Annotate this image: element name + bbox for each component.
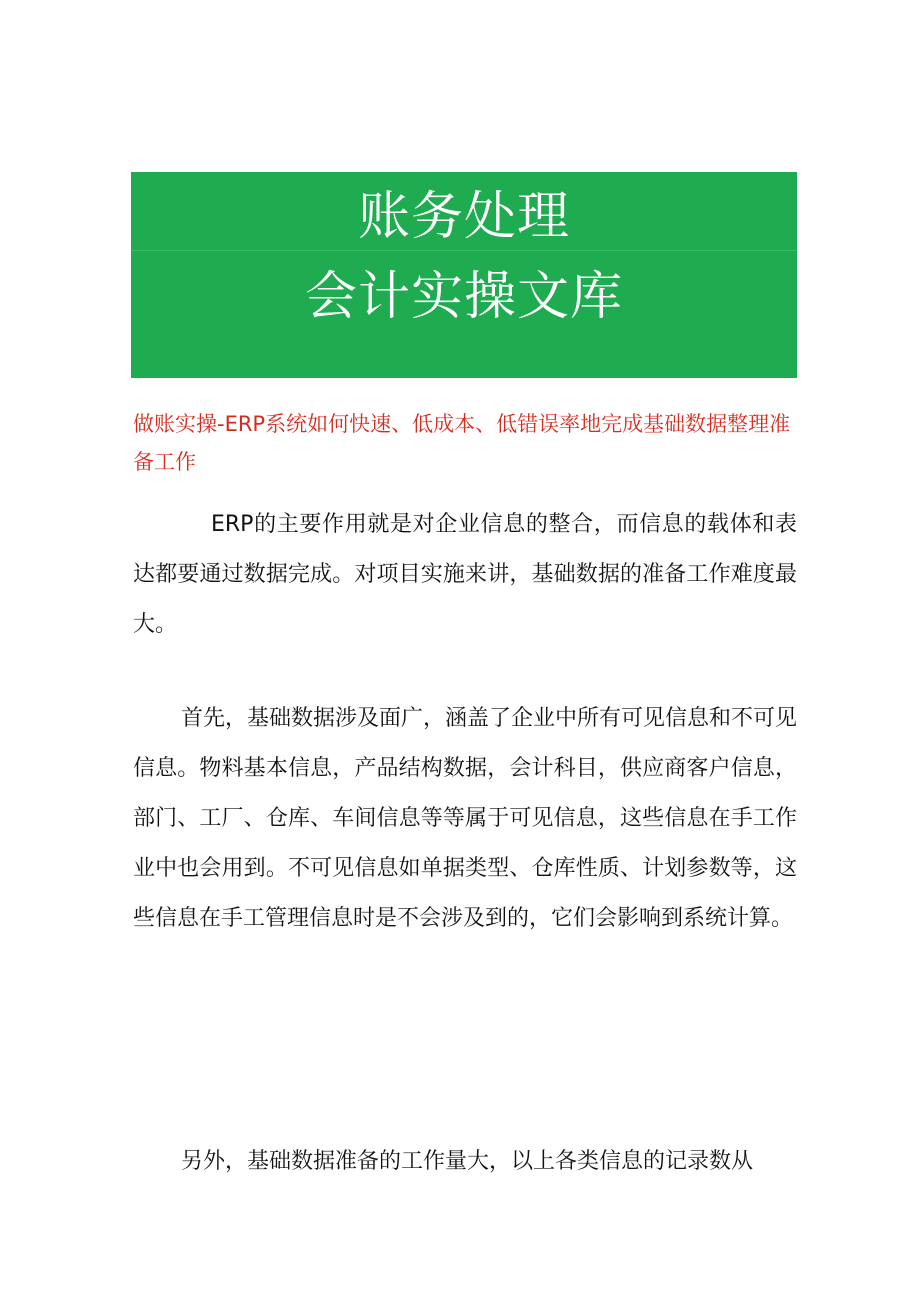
paragraph-2: 首先，基础数据涉及面广，涵盖了企业中所有可见信息和不可见信息。物料基本信息，产品结构数据，会计科目，供应商客户信息，部门、工厂、仓库、车间信息等等属于可见信息，这些信息在手工作业中也会用到。不可见信息如单据类型、仓库性质、计划参数等，这些信息在手工管理信息时是不会涉及到的，它们会影响到系统计算。	[133, 706, 798, 931]
banner-title-line-1: 账务处理	[357, 187, 570, 247]
paragraph-3: 另外，基础数据准备的工作量大，以上各类信息的记录数从	[181, 1149, 754, 1174]
banner-title-line-2: 会计实操文库	[304, 267, 623, 327]
banner-divider	[131, 250, 797, 251]
paragraph-1: ERP的主要作用就是对企业信息的整合，而信息的载体和表达都要通过数据完成。对项目实施来讲，基础数据的准备工作难度最大。	[133, 512, 797, 637]
article-title: 做账实操-ERP系统如何快速、低成本、低错误率地完成基础数据整理准备工作	[133, 412, 791, 474]
